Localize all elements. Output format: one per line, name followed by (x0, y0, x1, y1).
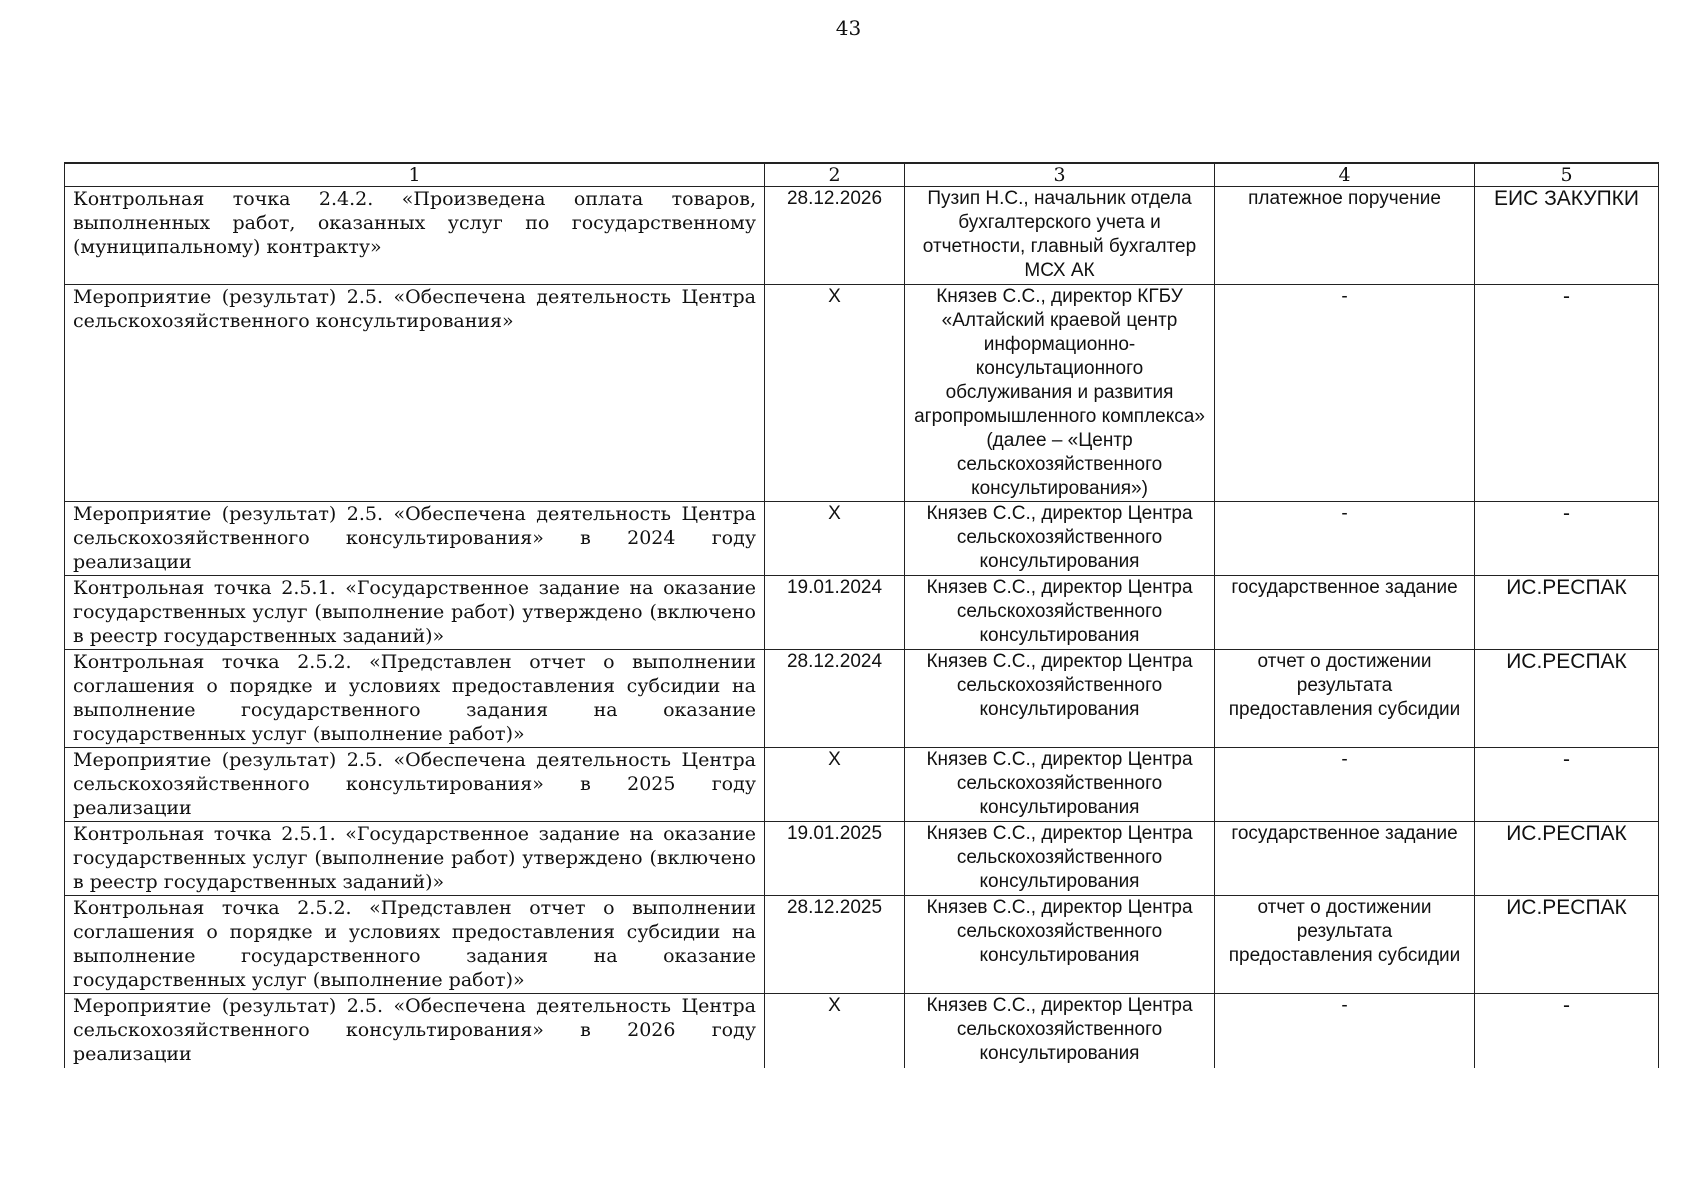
event-description: Контрольная точка 2.5.1. «Государственное задание на оказание государственных услуг (выполнение работ) утверждено (включено в реестр государственных заданий)» (65, 576, 765, 650)
column-number: 2 (765, 163, 905, 187)
document-type: отчет о достижении результата предоставления субсидии (1215, 896, 1475, 994)
responsible-person: Князев С.С., директор КГБУ «Алтайский краевой центр информационно-консультационного обслуживания и развития агропромышленного комплекса» (далее – «Центр сельскохозяйственного консультирования») (905, 285, 1215, 502)
responsible-person: Пузип Н.С., начальник отдела бухгалтерского учета и отчетности, главный бухгалтер МСХ АК (905, 187, 1215, 285)
deadline: X (765, 748, 905, 822)
responsible-person: Князев С.С., директор Центра сельскохозяйственного консультирования (905, 822, 1215, 896)
deadline: X (765, 502, 905, 576)
information-system: - (1475, 994, 1659, 1068)
information-system: ИС.РЕСПАК (1475, 576, 1659, 650)
information-system: - (1475, 748, 1659, 822)
deadline: 28.12.2025 (765, 896, 905, 994)
information-system: - (1475, 285, 1659, 502)
responsible-person: Князев С.С., директор Центра сельскохозяйственного консультирования (905, 502, 1215, 576)
table-row (65, 187, 1659, 285)
information-system: ИС.РЕСПАК (1475, 650, 1659, 748)
event-description: Контрольная точка 2.5.2. «Представлен отчет о выполнении соглашения о порядке и условиях предоставления субсидии на выполнение государственного задания на оказание государственных услуг (выполнение работ)» (65, 650, 765, 748)
responsible-person: Князев С.С., директор Центра сельскохозяйственного консультирования (905, 650, 1215, 748)
plan-table (64, 162, 1659, 1068)
event-description: Контрольная точка 2.5.1. «Государственное задание на оказание государственных услуг (выполнение работ) утверждено (включено в реестр государственных заданий)» (65, 822, 765, 896)
deadline: 19.01.2024 (765, 576, 905, 650)
event-description: Контрольная точка 2.5.2. «Представлен отчет о выполнении соглашения о порядке и условиях предоставления субсидии на выполнение государственного задания на оказание государственных услуг (выполнение работ)» (65, 896, 765, 994)
information-system: ИС.РЕСПАК (1475, 896, 1659, 994)
deadline: 28.12.2024 (765, 650, 905, 748)
document-type: платежное поручение (1215, 187, 1475, 285)
table-row (65, 285, 1659, 502)
responsible-person: Князев С.С., директор Центра сельскохозяйственного консультирования (905, 576, 1215, 650)
event-description: Контрольная точка 2.4.2. «Произведена оплата товаров, выполненных работ, оказанных услуг по государственному (муниципальному) контракту» (65, 187, 765, 285)
event-description: Мероприятие (результат) 2.5. «Обеспечена деятельность Центра сельскохозяйственного консультирования» в 2026 году реализации (65, 994, 765, 1068)
deadline: 28.12.2026 (765, 187, 905, 285)
document-type: государственное задание (1215, 822, 1475, 896)
event-description: Мероприятие (результат) 2.5. «Обеспечена деятельность Центра сельскохозяйственного консультирования» (65, 285, 765, 502)
document-type: - (1215, 502, 1475, 576)
information-system: - (1475, 502, 1659, 576)
table-row (65, 576, 1659, 650)
document-type: - (1215, 748, 1475, 822)
document-type: государственное задание (1215, 576, 1475, 650)
deadline: X (765, 285, 905, 502)
event-description: Мероприятие (результат) 2.5. «Обеспечена деятельность Центра сельскохозяйственного консультирования» в 2025 году реализации (65, 748, 765, 822)
document-type: - (1215, 285, 1475, 502)
column-number: 1 (65, 163, 765, 187)
information-system: ИС.РЕСПАК (1475, 822, 1659, 896)
page-number: 43 (835, 16, 862, 40)
column-number: 5 (1475, 163, 1659, 187)
deadline: 19.01.2025 (765, 822, 905, 896)
responsible-person: Князев С.С., директор Центра сельскохозяйственного консультирования (905, 748, 1215, 822)
table-row (65, 650, 1659, 748)
table-row (65, 502, 1659, 576)
table-row (65, 748, 1659, 822)
table-row (65, 994, 1659, 1068)
deadline: X (765, 994, 905, 1068)
document-type: отчет о достижении результата предоставления субсидии (1215, 650, 1475, 748)
document-type: - (1215, 994, 1475, 1068)
column-number: 3 (905, 163, 1215, 187)
table-row (65, 822, 1659, 896)
column-number-row (65, 163, 1659, 187)
event-description: Мероприятие (результат) 2.5. «Обеспечена деятельность Центра сельскохозяйственного консультирования» в 2024 году реализации (65, 502, 765, 576)
responsible-person: Князев С.С., директор Центра сельскохозяйственного консультирования (905, 896, 1215, 994)
responsible-person: Князев С.С., директор Центра сельскохозяйственного консультирования (905, 994, 1215, 1068)
column-number: 4 (1215, 163, 1475, 187)
information-system: ЕИС ЗАКУПКИ (1475, 187, 1659, 285)
table-row (65, 896, 1659, 994)
